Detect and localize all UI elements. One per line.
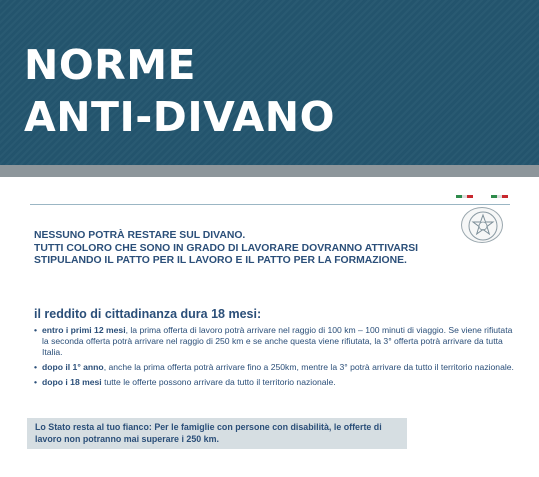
title-line-1: NORME	[24, 41, 197, 89]
notice-line-2: lavoro non potranno mai superare i 250 km.	[35, 433, 219, 444]
bullet-marker: •	[34, 325, 38, 335]
list-item	[34, 325, 514, 358]
bullet-marker: •	[34, 377, 38, 387]
list-item	[34, 362, 514, 373]
intro-line-2: TUTTI COLORO CHE SONO IN GRADO DI LAVORARE DOVRANNO ATTIVARSI	[34, 242, 419, 254]
italian-flag-icon	[491, 195, 508, 198]
list-item	[34, 377, 514, 388]
item-bold-lead: entro i primi 12 mesi	[42, 325, 126, 335]
intro-line-3: STIPULANDO IL PATTO PER IL LAVORO E IL PATTO PER LA FORMAZIONE.	[34, 255, 407, 266]
item-text: , la prima offerta di lavoro potrà arrivare nel raggio di 100 km – 100 minuti di viaggio. Se viene rifiutata la seconda offerta potrà arrivare nel raggio di 250 km e se anche questa viene rifiutata, la 3° offerta potrà arrivare da tutta Italia.	[42, 325, 513, 357]
item-bold-lead: dopo il 1° anno	[42, 362, 104, 372]
item-text: , anche la prima offerta potrà arrivare fino a 250km, mentre la 3° potrà arrivare da tutto il territorio nazionale.	[103, 362, 514, 372]
header-banner	[0, 0, 539, 165]
title-line-2: ANTI-DIVANO	[24, 93, 335, 141]
disability-notice	[27, 418, 407, 449]
item-bold-lead: dopo i 18 mesi	[42, 377, 102, 387]
rules-list	[34, 325, 514, 392]
divider-band	[0, 165, 539, 177]
republic-emblem-icon	[461, 207, 503, 243]
intro-line-1: NESSUNO POTRÀ RESTARE SUL DIVANO.	[34, 230, 246, 241]
item-text: tutte le offerte possono arrivare da tutto il territorio nazionale.	[101, 377, 336, 387]
intro-text	[34, 230, 454, 268]
section-heading: il reddito di cittadinanza dura 18 mesi:	[34, 307, 262, 321]
header-rule	[30, 204, 510, 205]
italian-flag-icon	[456, 195, 473, 198]
notice-line-1: Lo Stato resta al tuo fianco: Per le famiglie con persone con disabilità, le offerte di	[35, 422, 382, 432]
bullet-marker: •	[34, 362, 38, 372]
